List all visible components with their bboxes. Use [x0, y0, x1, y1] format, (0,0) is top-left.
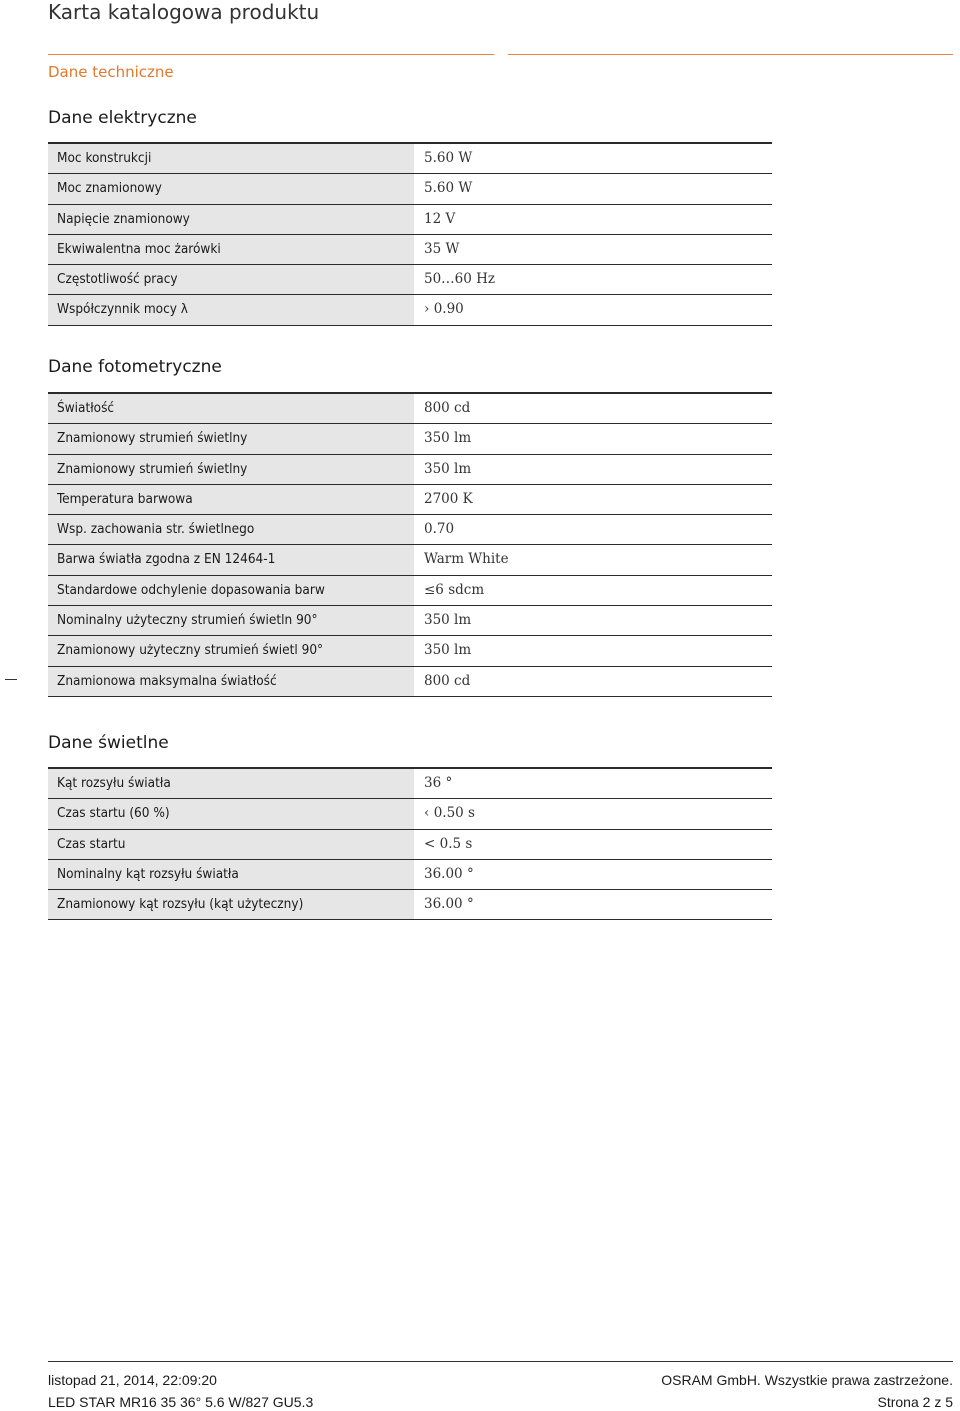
table-row [48, 799, 772, 829]
table-row [48, 485, 772, 515]
table-row [48, 636, 772, 666]
row-value: › 0.90 [424, 301, 464, 318]
footer-product: LED STAR MR16 35 36° 5.6 W/827 GU5.3 [48, 1394, 314, 1410]
row-value: 800 cd [424, 400, 471, 416]
spec-table-lighting [48, 767, 772, 920]
page-subtitle: Dane techniczne [48, 63, 174, 81]
row-value: 2700 K [424, 490, 473, 507]
page-title: Karta katalogowa produktu [48, 0, 320, 24]
row-label: Światłość [48, 394, 414, 423]
row-label: Nominalny użyteczny strumień świetln 90° [48, 606, 414, 635]
row-value: 350 lm [424, 430, 472, 447]
row-value: < 0.5 s [424, 835, 473, 852]
section-title-photometric: Dane fotometryczne [48, 357, 222, 377]
row-label: Znamionowy użyteczny strumień świetl 90° [48, 636, 414, 665]
spec-table-electrical [48, 142, 772, 326]
table-row [48, 606, 772, 636]
footer-copyright: OSRAM GmbH. Wszystkie prawa zastrzeżone. [661, 1372, 953, 1388]
table-row [48, 860, 772, 890]
table-row [48, 205, 772, 235]
table-row [48, 424, 772, 454]
row-value: 36.00 ° [424, 896, 474, 913]
spec-table-photometric [48, 392, 772, 697]
row-label: Współczynnik mocy λ [48, 295, 414, 324]
row-label: Standardowe odchylenie dopasowania barw [48, 576, 414, 605]
row-value: ≤6 sdcm [424, 581, 485, 598]
row-label: Czas startu [48, 830, 414, 859]
table-row [48, 295, 772, 325]
row-value: 12 V [424, 210, 456, 227]
row-label: Wsp. zachowania str. świetlnego [48, 515, 414, 544]
footer-divider [48, 1361, 953, 1362]
table-row [48, 265, 772, 295]
footer-date: listopad 21, 2014, 22:09:20 [48, 1372, 217, 1388]
row-label: Napięcie znamionowy [48, 205, 414, 234]
row-value: 36 ° [424, 775, 453, 791]
section-title-lighting: Dane świetlne [48, 733, 169, 753]
table-row [48, 394, 772, 424]
table-row [48, 890, 772, 920]
row-label: Kąt rozsyłu światła [48, 769, 414, 798]
row-label: Moc konstrukcji [48, 144, 414, 173]
table-row [48, 144, 772, 174]
table-row [48, 235, 772, 265]
row-label: Znamionowa maksymalna światłość [48, 667, 414, 696]
row-label: Znamionowy strumień świetlny [48, 424, 414, 453]
row-value: Warm White [424, 551, 509, 568]
row-label: Moc znamionowy [48, 174, 414, 203]
table-row [48, 830, 772, 860]
row-label: Temperatura barwowa [48, 485, 414, 514]
table-row [48, 545, 772, 575]
table-row [48, 455, 772, 485]
section-title-electrical: Dane elektryczne [48, 108, 197, 128]
row-value: 36.00 ° [424, 865, 474, 882]
footer-page-number: Strona 2 z 5 [877, 1394, 953, 1410]
header-divider-gap [494, 54, 508, 55]
row-value: 350 lm [424, 460, 472, 477]
row-label: Znamionowy kąt rozsyłu (kąt użyteczny) [48, 890, 414, 919]
row-label: Barwa światła zgodna z EN 12464-1 [48, 545, 414, 574]
row-value: 35 W [424, 240, 460, 257]
table-row [48, 769, 772, 799]
row-label: Czas startu (60 %) [48, 799, 414, 828]
row-value: 5.60 W [424, 150, 473, 166]
margin-mark [5, 679, 17, 680]
row-value: ‹ 0.50 s [424, 805, 475, 822]
row-value: 800 cd [424, 672, 471, 689]
row-label: Ekwiwalentna moc żarówki [48, 235, 414, 264]
row-value: 50…60 Hz [424, 271, 496, 288]
row-label: Nominalny kąt rozsyłu światła [48, 860, 414, 889]
row-value: 5.60 W [424, 180, 473, 197]
table-row [48, 667, 772, 697]
row-value: 350 lm [424, 642, 472, 659]
row-label: Częstotliwość pracy [48, 265, 414, 294]
table-row [48, 576, 772, 606]
row-value: 350 lm [424, 612, 472, 629]
table-row [48, 174, 772, 204]
row-label: Znamionowy strumień świetlny [48, 455, 414, 484]
row-value: 0.70 [424, 521, 455, 538]
table-row [48, 515, 772, 545]
